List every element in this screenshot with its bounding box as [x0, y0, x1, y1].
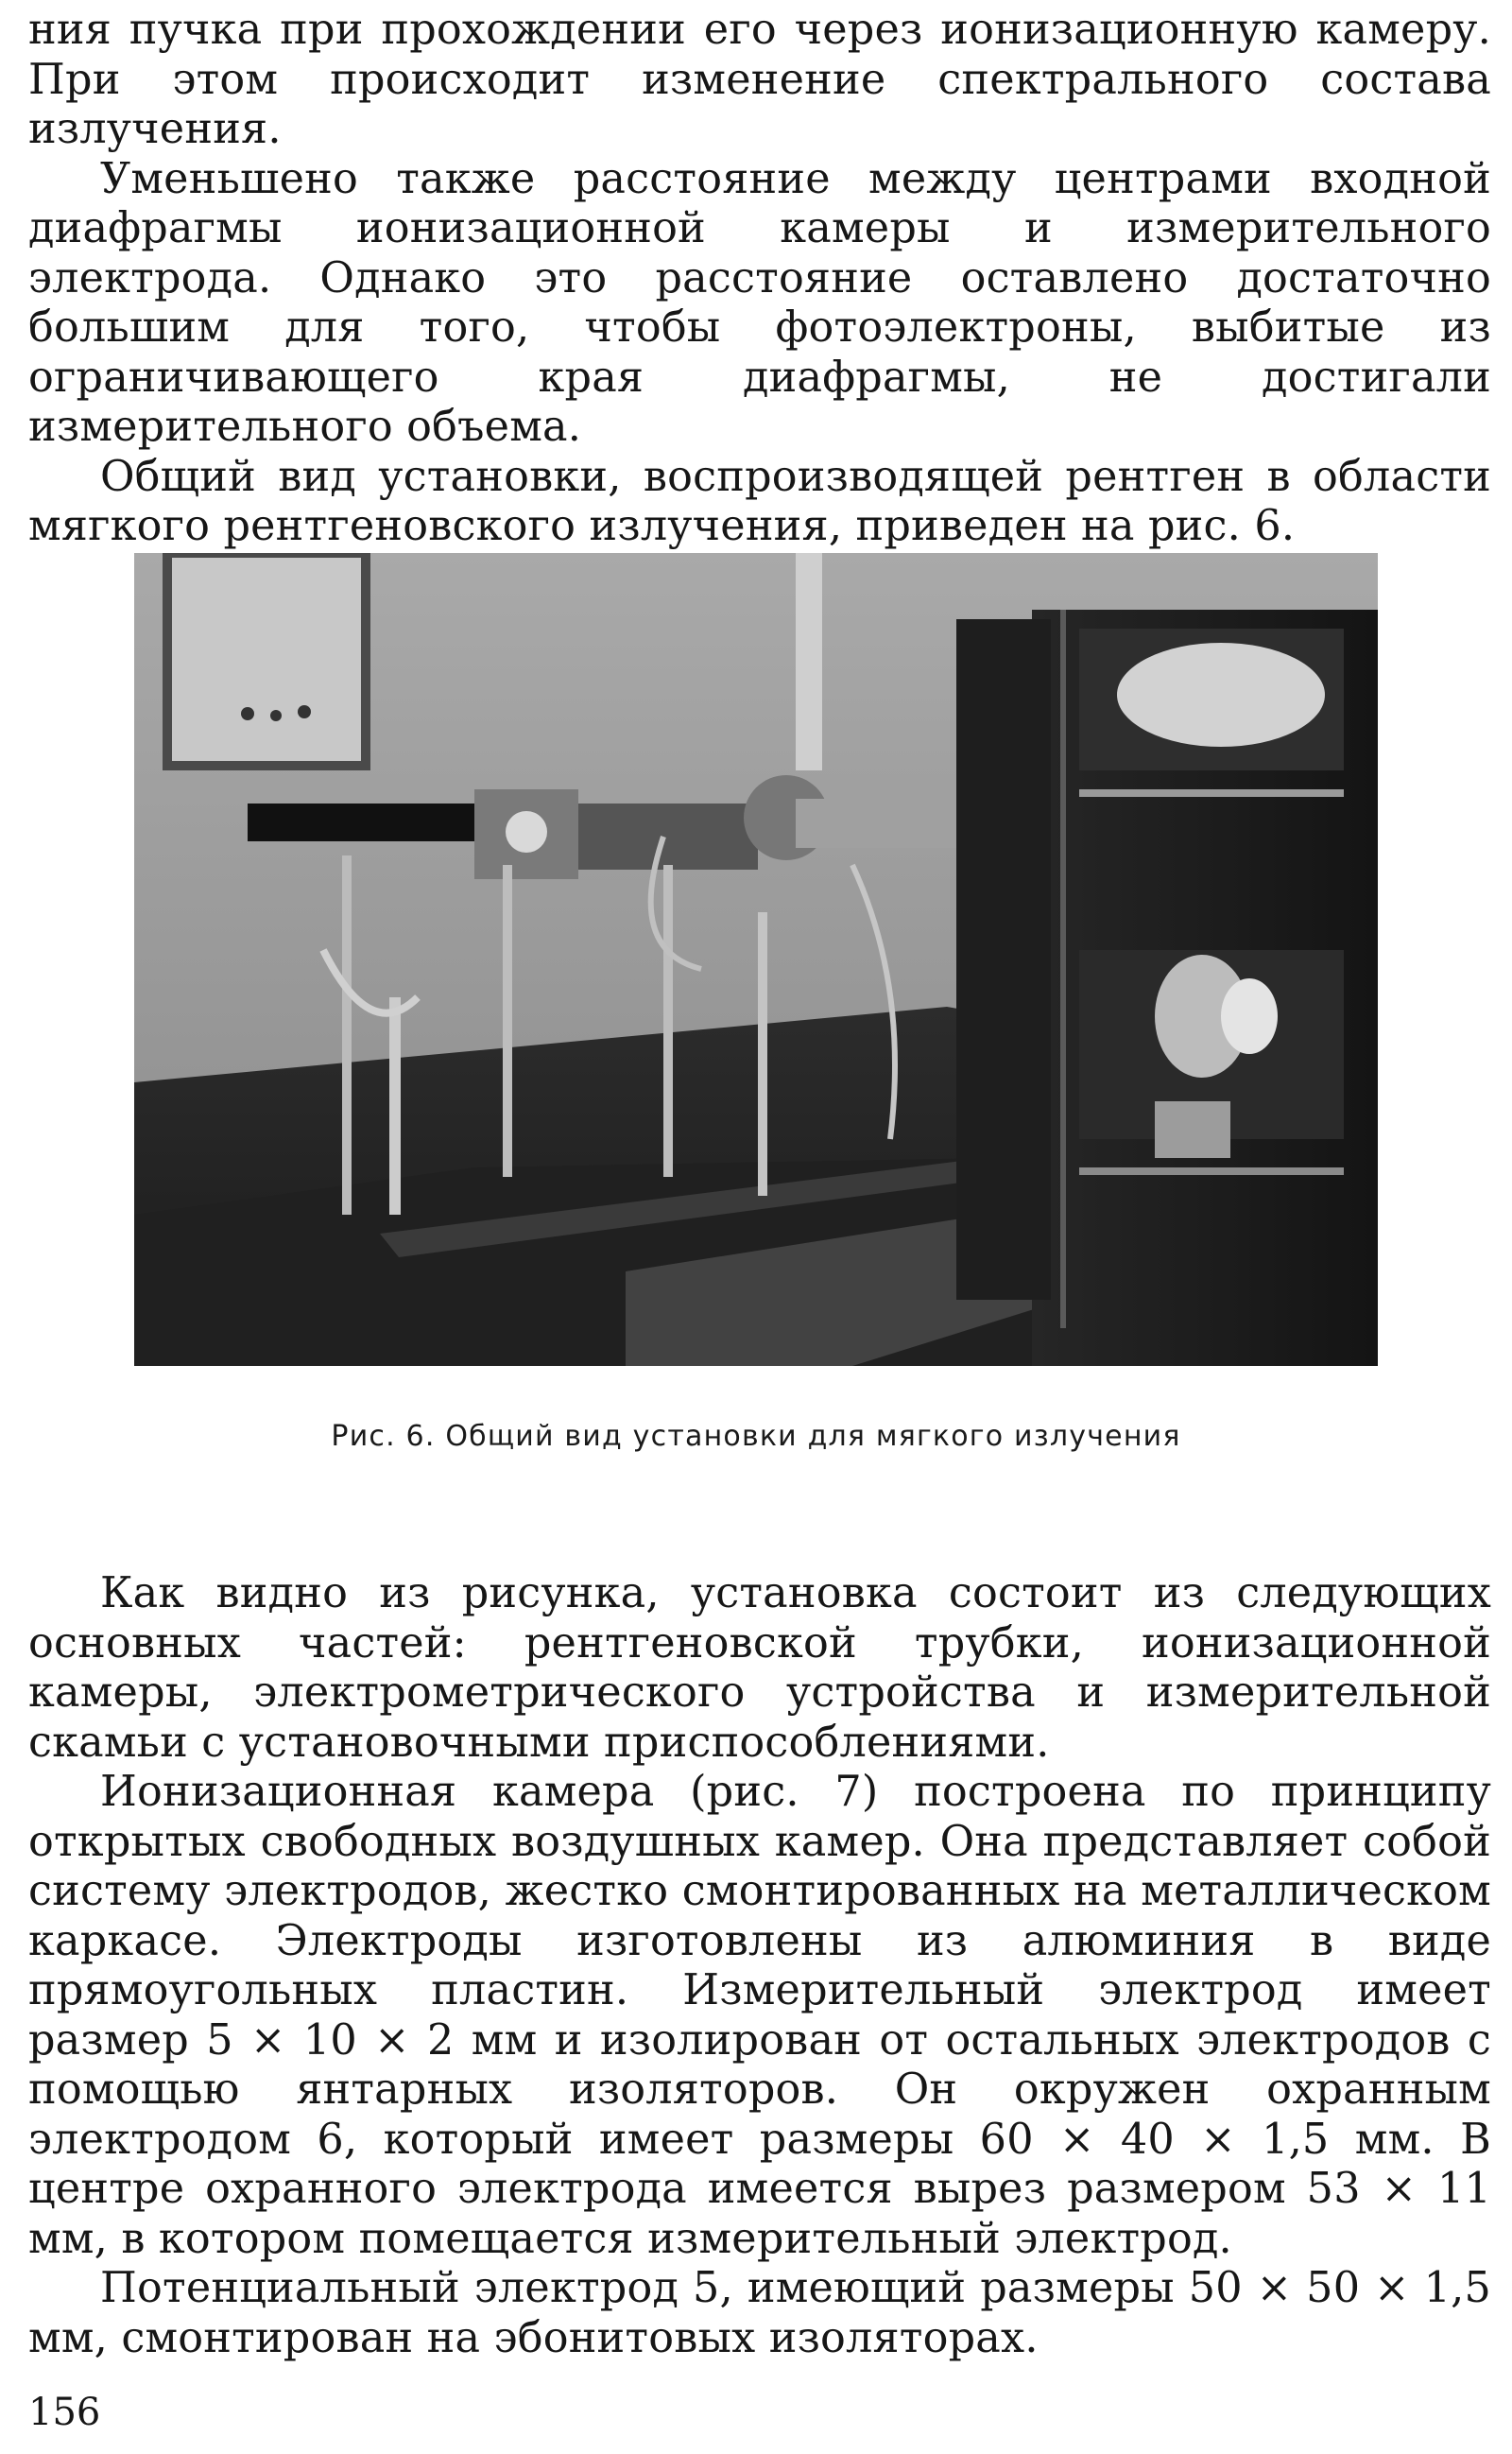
paragraph-continuation: ния пучка при прохождении его через ионизационную камеру. При этом происходит изменение спектрального состава излучения. [28, 6, 1491, 153]
page-number: 156 [28, 2391, 101, 2434]
paragraph-distance: Уменьшено также расстояние между центрами входной диафрагмы ионизационной камеры и измерительного электрода. Однако это расстояние оставлено достаточно большим для того, чтобы фотоэлектроны, выбитые из ограничивающего края диафрагмы, не достигали измерительного объема. [28, 154, 1491, 451]
paragraph-components: Как видно из рисунка, установка состоит из следующих основных частей: рентгеновской трубки, ионизационной камеры, электрометрического устройства и измерительной скамьи с установочными приспособлениями. [28, 1569, 1491, 1767]
figure-photo [134, 553, 1378, 1366]
figure-caption: Рис. 6. Общий вид установки для мягкого излучения [331, 1420, 1181, 1453]
paragraph-potential-electrode: Потенциальный электрод 5, имеющий размеры 50 × 50 × 1,5 мм, смонтирован на эбонитовых изоляторах. [28, 2264, 1491, 2362]
installation-photo [134, 553, 1378, 1366]
bottom-text-block [28, 1569, 1491, 2363]
top-text-block [28, 6, 1491, 552]
paragraph-figure-reference: Общий вид установки, воспроизводящей рентген в области мягкого рентгеновского излучения, приведен на рис. 6. [28, 452, 1491, 550]
paragraph-ionization-chamber: Ионизационная камера (рис. 7) построена по принципу открытых свободных воздушных камер. Она представляет собой систему электродов, жестко смонтированных на металлическом каркасе. Электроды изготовлены из алюминия в виде прямоугольных пластин. Измерительный электрод имеет размер 5 × 10 × 2 мм и изолирован от остальных электродов с помощью янтарных изоляторов. Он окружен охранным электродом 6, который имеет размеры 60 × 40 × 1,5 мм. В центре охранного электрода имеется вырез размером 53 × 11 мм, в котором помещается измерительный электрод. [28, 1768, 1491, 2263]
